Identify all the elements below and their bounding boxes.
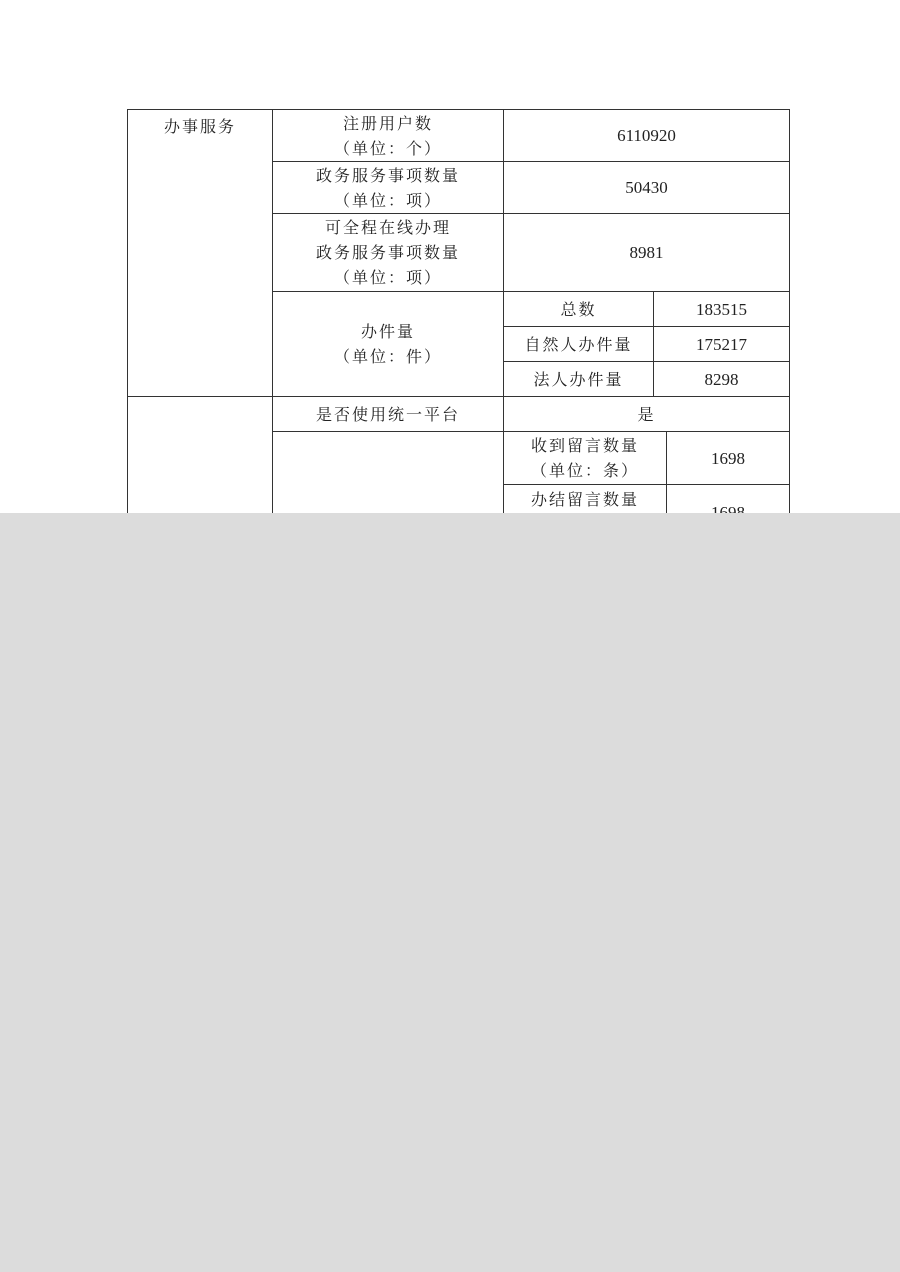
handling-volume-label: 办件量 （单位：件） bbox=[272, 291, 504, 397]
registered-users-label: 注册用户数 （单位：个） bbox=[272, 109, 504, 162]
service-items-value: 50430 bbox=[503, 161, 790, 214]
handling-total-label: 总数 bbox=[503, 291, 654, 327]
handling-legal-person-value: 8298 bbox=[653, 361, 790, 397]
section-label-service bbox=[127, 109, 273, 397]
registered-users-value: 6110920 bbox=[503, 109, 790, 162]
unified-platform-label: 是否使用统一平台 bbox=[272, 396, 504, 432]
gray-overlay-panel bbox=[0, 513, 900, 1272]
unified-platform-value: 是 bbox=[503, 396, 790, 432]
section-label-text: 办事服务 bbox=[163, 117, 236, 136]
online-items-label: 可全程在线办理 政务服务事项数量 （单位：项） bbox=[272, 213, 504, 292]
online-items-value: 8981 bbox=[503, 213, 790, 292]
messages-received-value: 1698 bbox=[666, 431, 790, 485]
messages-resolved-label: 办结留言数量 bbox=[503, 484, 667, 538]
handling-natural-person-label: 自然人办件量 bbox=[503, 326, 654, 362]
handling-total-value: 183515 bbox=[653, 291, 790, 327]
handling-legal-person-label: 法人办件量 bbox=[503, 361, 654, 397]
handling-natural-person-value: 175217 bbox=[653, 326, 790, 362]
service-items-label: 政务服务事项数量 （单位：项） bbox=[272, 161, 504, 214]
messages-received-label: 收到留言数量 （单位：条） bbox=[503, 431, 667, 485]
